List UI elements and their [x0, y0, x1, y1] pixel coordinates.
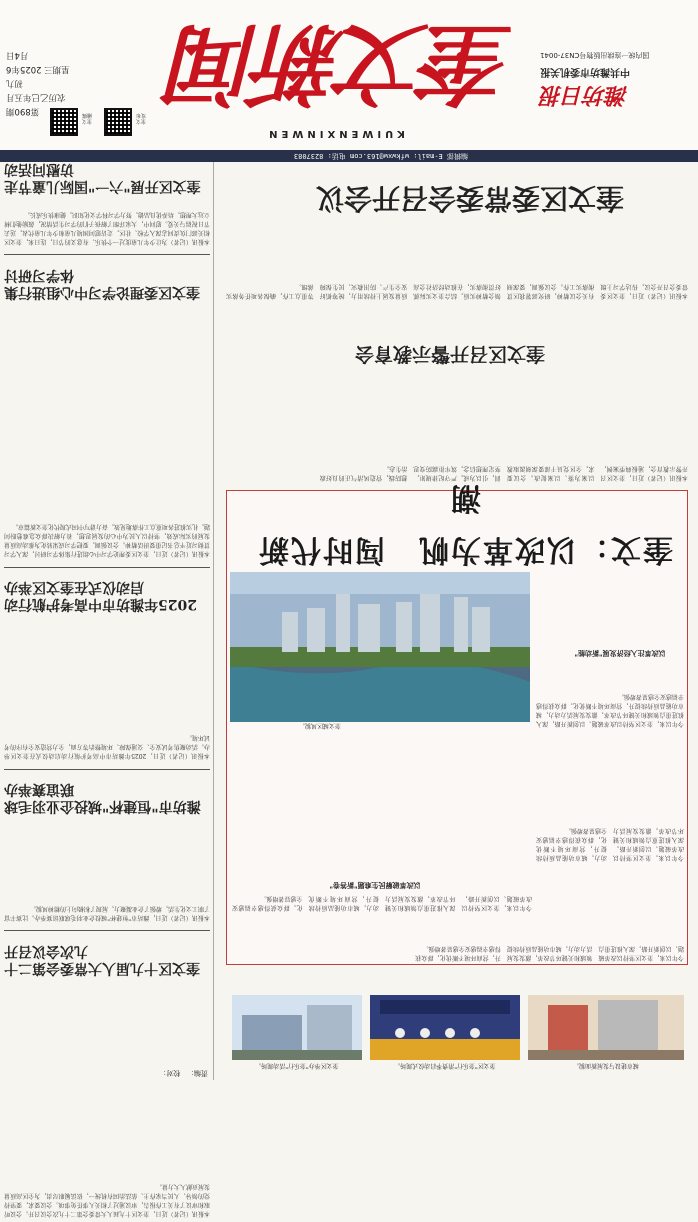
building-photo	[232, 995, 362, 1060]
news-headline: 奎文区十九届人大常委会第二十九次会议召开	[4, 943, 200, 976]
publication-number: 国内统一连续出版物号CN37-0041	[540, 51, 650, 59]
daily-name: 潍坊日报	[540, 82, 629, 108]
lead-headline: 奎文区委常委会召开会议	[316, 182, 625, 215]
left-news-column	[0, 161, 214, 1217]
bottom-caption-2: 奎文区"奎乐行"消费季启动仪式现场。	[394, 1062, 496, 1069]
lunar-date: 农历乙巳年五月初九	[6, 78, 66, 102]
newspaper-pinyin: KUIWENXINWEN	[265, 128, 405, 139]
lead-body: 本报讯（记者）近日，奎文区委常委会召开会议，传达学习上级有关会议精神，研究部署我区贯彻落实工作。会议强调，要深刻领会精神实质，结合奎文实际抓好贯彻落实，在推动经济社会高质量发展上持续用力，统筹抓好安全生产、防汛救灾、民生保障等重点工作，确保各项任务落实落细。	[226, 283, 688, 299]
bottom-caption-3: 城市建设与发展新面貌。	[573, 1062, 640, 1069]
page-footer	[0, 1066, 214, 1080]
masthead	[0, 0, 698, 150]
qr-code-right[interactable]	[50, 108, 78, 136]
city-photo	[230, 572, 530, 722]
feature-text-2: 今年以来，奎文区坚持以改革破题、以创新开路，深入推进重点领域和关键环节改革，激发发展活力动力，城市功能品质持续提升，营商环境不断优化，群众获得感幸福感安全感显著增强。	[232, 895, 532, 911]
qr-code-left[interactable]	[104, 108, 132, 136]
news-body: 本报讯（记者）近日，2025年潍坊市中高考护航行动启动仪式在奎文区举办。活动聚焦考试安全、交通保障、环境整治等方面，全力营造安全有序的考试环境。	[4, 734, 210, 759]
news-headline: 潍坊市"恒建杯"城投企业羽毛球联谊赛举办	[4, 781, 201, 814]
publish-date: 2025年6月4日	[6, 50, 42, 74]
divider	[4, 769, 210, 770]
feature-subhead-1: 以改革注入经济发展"新动能"	[574, 649, 666, 658]
issue-number: 第890期	[6, 106, 40, 116]
qr-left-label: 奎文发布	[135, 112, 146, 124]
bottom-photo-2	[370, 995, 520, 1060]
news-item	[4, 162, 210, 250]
bottom-photo-1	[232, 995, 362, 1060]
bottom-photo-3	[528, 995, 684, 1060]
news-headline: 奎文区开展"六一"国际儿童节走访慰问活动	[4, 161, 201, 194]
contact-bar: 编辑部 E-mail: wfkwxw@163.com 电话: 8237083	[0, 150, 698, 162]
divider	[4, 930, 210, 931]
second-headline: 奎文区召开警示教育会	[355, 343, 546, 365]
news-headline: 2025年潍坊市中高考护航行动启动仪式在奎文区举办	[4, 579, 197, 612]
feature-subhead-2: 以改革破解民生难题"新答卷"	[329, 881, 421, 890]
news-body: 本报讯（记者）为让少年儿童度过一个快乐、有意义的节日，连日来，奎文区相关部门负责同志深入学校、社区，走访慰问困境儿童和少年儿童代表，送去节日祝福与关爱。慰问中，大家详细了解孩子们的学习生活情况，鼓励他们树立远大理想，培养优良品德，努力学习科学文化知识，健康快乐成长。	[4, 211, 210, 245]
news-body: 本报讯（记者）近日，奎文区十九届人大常委会第二十九次会议召开。会议听取和审议了有关工作报告，审议通过了相关人事任免事项。会议要求，要坚持党的领导、人民当家作主、依法治国有机统一，依法履职尽责，为全区高质量发展贡献人大力量。	[4, 1183, 210, 1217]
feature-intro: 今年以来，奎文区坚持以改革破题、以创新开路，深入推进重点领域和关键环节改革，激发发展活力动力，城市功能品质持续提升，营商环境不断优化，群众获得感幸福感安全感显著增强。	[536, 693, 684, 727]
divider	[4, 567, 210, 568]
city-skyline-image	[230, 572, 530, 722]
event-photo	[370, 995, 520, 1060]
divider	[4, 254, 210, 255]
daily-logo	[540, 30, 688, 112]
qr-right-label: 奎文融媒	[81, 112, 92, 124]
daily-subtitle: 中共潍坊市委机关报	[540, 66, 630, 77]
photo-caption: 奎文城区风貌。	[299, 722, 342, 729]
news-headline: 奎文区委理论学习中心组进行集体学习研讨	[4, 267, 200, 300]
news-item	[4, 938, 210, 1222]
news-item	[4, 776, 210, 926]
feature-text-3: 今年以来，奎文区坚持以改革破题、以创新开路，深入推进重点领域和关键环节改革，激发发展活力动力，城市功能品质持续提升，营商环境不断优化，群众获得感幸福感安全感显著增强。	[415, 945, 684, 961]
news-item	[4, 574, 210, 764]
feature-headline: 奎文：以改革为帆 闯时代新潮	[257, 480, 673, 567]
footer-proof: 校对：	[159, 1069, 181, 1077]
street-photo	[528, 995, 684, 1060]
newspaper-title: 奎文新闻	[177, 12, 514, 116]
news-body: 本报讯（记者）近日，潍坊市"恒建杯"城投企业羽毛球联谊赛举办。比赛丰富了职工文化生活，增强了企业凝聚力，展现了积极向上的精神风貌。	[4, 905, 210, 921]
feature-text-1: 今年以来，奎文区坚持以改革破题、以创新开路，深入推进重点领域和关键环节改革，激发发展活力动力，城市功能品质持续提升，营商环境不断优化，群众获得感幸福感安全感显著增强。	[536, 827, 684, 861]
news-item	[4, 262, 210, 562]
bottom-caption-1: 奎文区举办"奎乐行"活动现场。	[255, 1062, 339, 1069]
footer-edit: 责编：	[187, 1069, 208, 1077]
news-body: 本报讯（记者）近日，奎文区委理论学习中心组进行集体学习研讨，深入学习贯彻习近平总书记重要讲话精神。会议强调，要把学习成果转化为推动高质量发展的实际成效，坚持以人民为中心的发展思想，着力解决群众急难愁盼问题，扎实推进各项重点工作落地见效，奋力谱写中国式现代化奎文新篇章。	[4, 523, 210, 557]
second-body: 本报讯（记者）近日，奎文区召开警示教育会，通报典型案例，以案为鉴、以案促改。会议要求，全区党员干部要深刻汲取教训，引以为戒，严守纪律规矩，坚定理想信念，筑牢拒腐防变思想防线，营造风清气正的良好政治生态。	[319, 465, 688, 481]
weekday: 星期三	[44, 64, 70, 74]
